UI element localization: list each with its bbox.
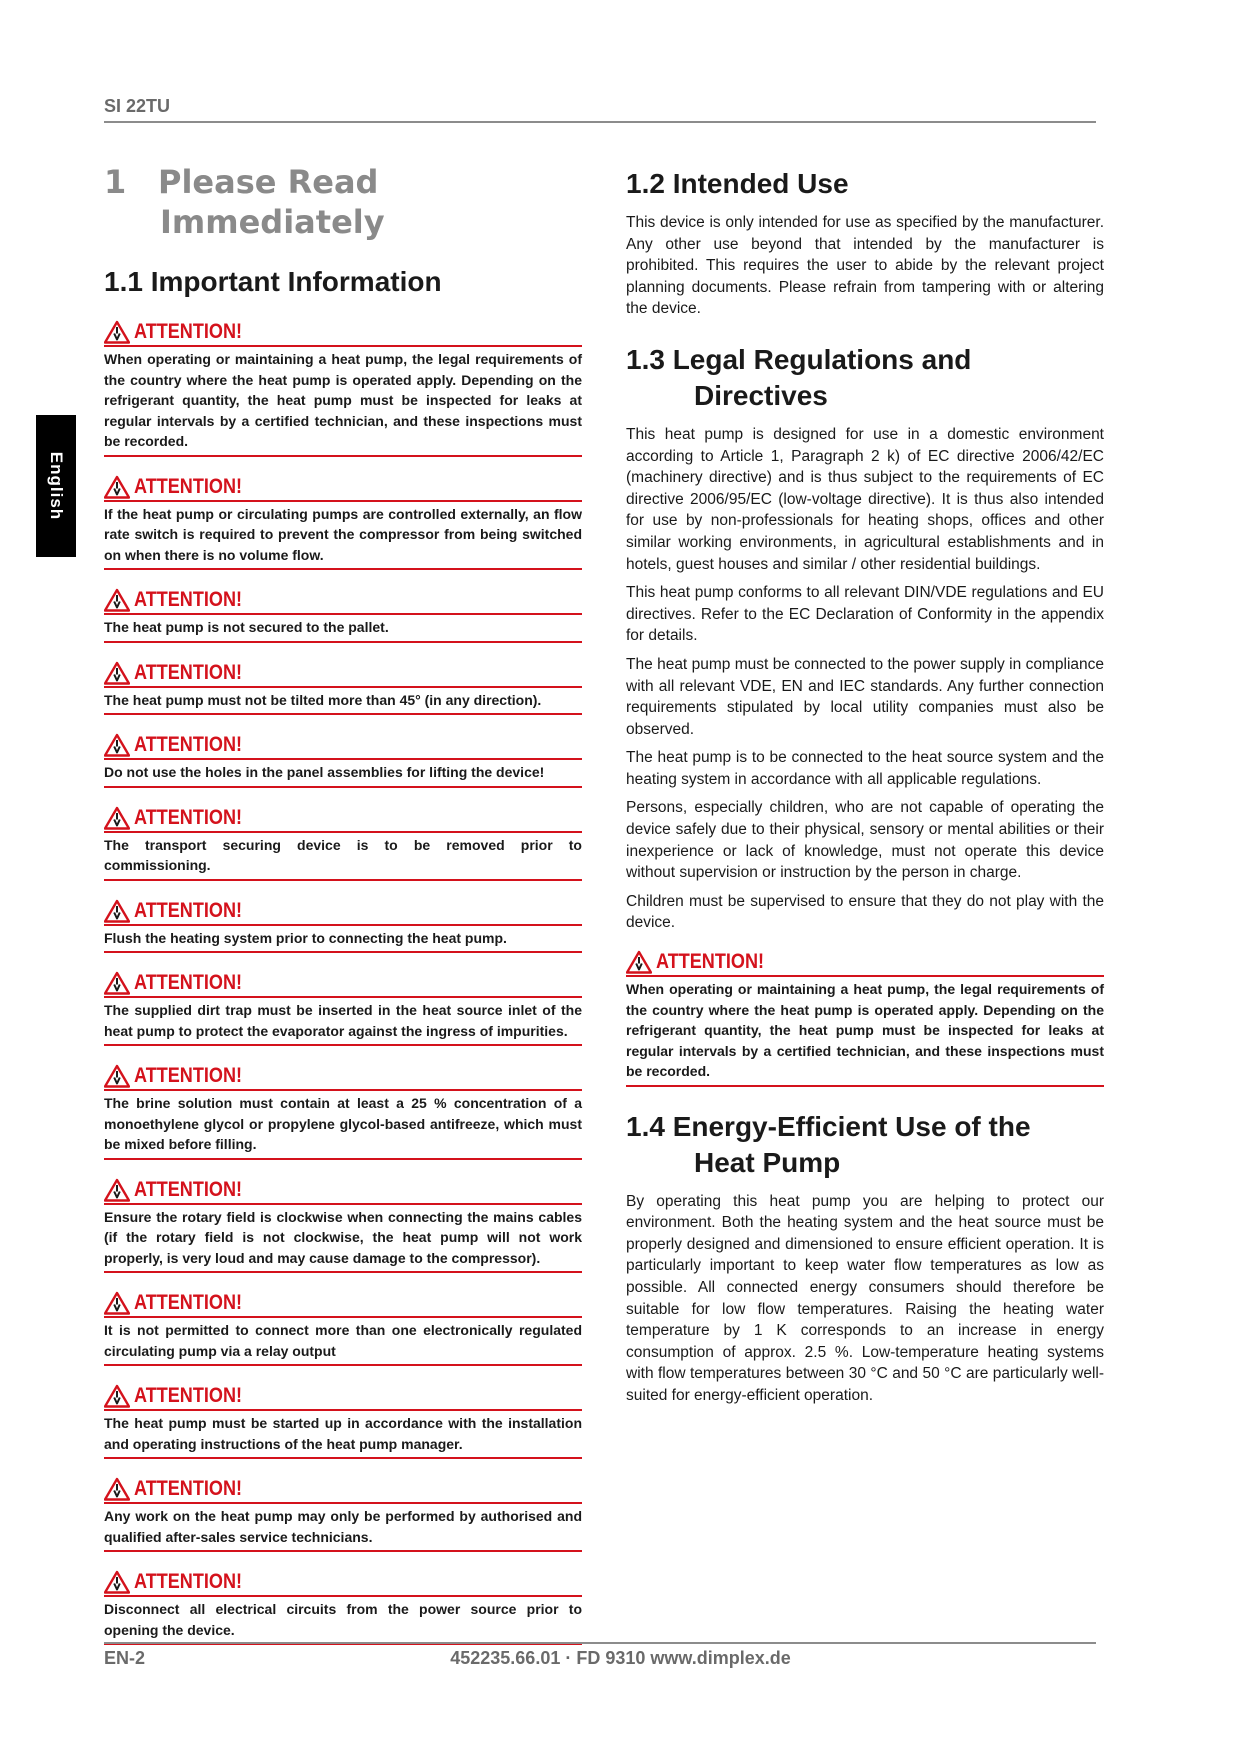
left-column xyxy=(104,162,582,1663)
attention-box xyxy=(104,733,582,788)
section-1-3-paragraph: This heat pump is designed for use in a domestic environment according to Article 1, Paragraph 2 k) of EC directive 2006/42/EC (machinery directive) and is thus subject to the requirements of EC directive 2006/95/EC (low-voltage directive). It is thus also intended for use by non-professionals for heating shops, offices and other similar working environments, in agricultural establishments and in hotels, guest houses and similar / other residential buildings. xyxy=(626,425,1104,573)
warning-triangle-icon xyxy=(104,971,130,995)
attention-text: Do not use the holes in the panel assemblies for lifting the device! xyxy=(104,760,582,788)
attention-header xyxy=(104,733,582,760)
warning-triangle-icon xyxy=(104,588,130,612)
attention-box xyxy=(104,320,582,457)
warning-triangle-icon xyxy=(104,661,130,685)
attention-box xyxy=(104,1064,582,1160)
warning-triangle-icon xyxy=(104,1064,130,1088)
attention-label: ATTENTION! xyxy=(134,588,243,611)
attention-text: Flush the heating system prior to connecting the heat pump. xyxy=(104,926,582,954)
attention-label: ATTENTION! xyxy=(134,1177,243,1201)
section-1-3-paragraph: This heat pump conforms to all relevant DIN/VDE regulations and EU directives. Refer to the EC Declaration of Conformity in the appendix for details. xyxy=(626,584,1104,645)
attention-header xyxy=(104,320,582,347)
warning-triangle-icon xyxy=(626,950,652,974)
attention-header xyxy=(104,661,582,688)
attention-header xyxy=(104,1064,582,1091)
attention-box xyxy=(104,1384,582,1459)
attention-text: Disconnect all electrical circuits from the power source prior to opening the device. xyxy=(104,1597,582,1645)
section-1-3-title xyxy=(626,342,1104,414)
attention-text: When operating or maintaining a heat pump, the legal requirements of the country where the heat pump is operated apply. Depending on the refrigerant quantity, the heat pump must be inspected for leaks at regular intervals by a certified technician, and these inspections must be recorded. xyxy=(626,977,1104,1087)
attention-header xyxy=(104,588,582,615)
attention-label: ATTENTION! xyxy=(656,950,765,974)
footer-document-info: 452235.66.01 · FD 9310 www.dimplex.de xyxy=(450,1648,791,1668)
attention-text: The transport securing device is to be removed prior to commissioning. xyxy=(104,833,582,881)
attention-label: ATTENTION! xyxy=(134,320,243,343)
attention-header xyxy=(104,899,582,926)
attention-box xyxy=(104,971,582,1046)
attention-text: Ensure the rotary field is clockwise when connecting the mains cables (if the rotary field is not clockwise, the heat pump will not work properly, is very loud and may cause damage to the compressor). xyxy=(104,1205,582,1274)
attention-box xyxy=(104,806,582,881)
warning-triangle-icon xyxy=(104,733,130,757)
attention-box xyxy=(104,1178,582,1274)
attention-label: ATTENTION! xyxy=(134,474,243,498)
attention-label: ATTENTION! xyxy=(134,805,243,829)
attention-label: ATTENTION! xyxy=(134,971,243,994)
attention-header xyxy=(104,971,582,998)
attention-box xyxy=(104,1570,582,1645)
section-1-3-title-line1: 1.3 Legal Regulations and xyxy=(626,343,972,375)
attention-header xyxy=(626,950,1104,977)
attention-label: ATTENTION! xyxy=(134,660,243,684)
warning-triangle-icon xyxy=(104,1570,130,1594)
warning-triangle-icon xyxy=(104,1291,130,1315)
section-1-4-body: By operating this heat pump you are helping to protect our environment. Both the heating system and the heat source must be properly designed and dimensioned to ensure efficient operation. It is particularly important to keep water flow temperatures as low as possible. All connected energy consumers should therefore be suitable for low flow temperatures. Raising the heating water temperature by 1 K corresponds to an increase in energy consumption of approx. 2.5 %. Low-temperature heating systems with flow temperatures between 30 °C and 50 °C are particularly well-suited for energy-efficient operation. xyxy=(626,1192,1104,1404)
warning-triangle-icon xyxy=(104,320,130,344)
warning-triangle-icon xyxy=(104,806,130,830)
warning-triangle-icon xyxy=(104,475,130,499)
attention-text: The heat pump is not secured to the pallet. xyxy=(104,615,582,643)
attention-label: ATTENTION! xyxy=(134,1477,243,1500)
attention-label: ATTENTION! xyxy=(134,1064,243,1087)
footer-rule xyxy=(104,1642,1096,1644)
section-1-2-body: This device is only intended for use as specified by the manufacturer. Any other use beyond that intended by the manufacturer is prohibited. This requires the user to abide by the relevant project planning documents. Please refrain from tampering with or altering the device. xyxy=(626,214,1104,318)
header-rule xyxy=(104,121,1096,123)
chapter-title xyxy=(104,162,582,242)
attention-label: ATTENTION! xyxy=(134,1384,243,1407)
header-title: SI 22TU xyxy=(104,96,171,116)
footer-page-number: EN-2 xyxy=(104,1648,146,1668)
attention-box xyxy=(104,588,582,643)
warning-triangle-icon xyxy=(104,899,130,923)
attention-box xyxy=(104,475,582,571)
language-tab xyxy=(36,415,76,557)
chapter-number: 1 xyxy=(104,163,127,201)
attention-text: When operating or maintaining a heat pump, the legal requirements of the country where the heat pump is operated apply. Depending on the refrigerant quantity, the heat pump must be inspected for leaks at regular intervals by a certified technician, and these inspections must be recorded. xyxy=(104,347,582,457)
section-1-2-title: 1.2 Intended Use xyxy=(626,168,849,199)
section-1-3-paragraph: Persons, especially children, who are not capable of operating the device safely due to their physical, sensory or mental abilities or their inexperience or lack of knowledge, must not operate this device without supervision or instruction by the person in charge. xyxy=(626,799,1104,882)
attention-header xyxy=(104,1570,582,1597)
attention-header xyxy=(104,1384,582,1411)
warning-triangle-icon xyxy=(104,1477,130,1501)
section-1-3-title-line2: Directives xyxy=(694,379,828,411)
attention-box xyxy=(104,661,582,716)
attention-box xyxy=(626,950,1104,1087)
attention-label: ATTENTION! xyxy=(134,1291,243,1314)
attention-text: The heat pump must be started up in accordance with the installation and operating instructions of the heat pump manager. xyxy=(104,1411,582,1459)
attention-text: The brine solution must contain at least a 25 % concentration of a monoethylene glycol or propylene glycol-based antifreeze, which must be mixed before filling. xyxy=(104,1091,582,1160)
language-tab-label: English xyxy=(47,451,66,521)
warning-triangle-icon xyxy=(104,1384,130,1408)
attention-label: ATTENTION! xyxy=(134,733,243,756)
attention-text: It is not permitted to connect more than one electronically regulated circulating pump via a relay output xyxy=(104,1318,582,1366)
section-1-4-title xyxy=(626,1109,1104,1181)
attention-header xyxy=(104,475,582,502)
warning-triangle-icon xyxy=(104,1178,130,1202)
attention-box xyxy=(104,1477,582,1552)
attention-label: ATTENTION! xyxy=(134,1570,243,1593)
attention-box xyxy=(104,1291,582,1366)
attention-text: Any work on the heat pump may only be performed by authorised and qualified after-sales service technicians. xyxy=(104,1504,582,1552)
attention-text: The heat pump must not be tilted more than 45° (in any direction). xyxy=(104,688,582,716)
attention-header xyxy=(104,1477,582,1504)
attention-text: If the heat pump or circulating pumps are controlled externally, an flow rate switch is required to prevent the compressor from being switched on when there is no volume flow. xyxy=(104,502,582,571)
right-column xyxy=(626,166,1104,1413)
attention-header xyxy=(104,806,582,833)
section-1-3-paragraph: The heat pump must be connected to the power supply in compliance with all relevant VDE, EN and IEC standards. Any further connection requirements stipulated by local utility companies must also be observed. xyxy=(626,655,1104,738)
chapter-title-line1: Please Read xyxy=(158,163,379,201)
section-1-1-title: 1.1 Important Information xyxy=(104,266,442,297)
section-1-4-title-line2: Heat Pump xyxy=(694,1146,841,1178)
attention-text: The supplied dirt trap must be inserted in the heat source inlet of the heat pump to protect the evaporator against the ingress of impurities. xyxy=(104,998,582,1046)
section-1-3-paragraph: Children must be supervised to ensure that they do not play with the device. xyxy=(626,892,1104,932)
section-1-3-paragraph: The heat pump is to be connected to the heat source system and the heating system in accordance with all applicable regulations. xyxy=(626,749,1104,788)
attention-box xyxy=(104,899,582,954)
section-1-4-title-line1: 1.4 Energy-Efficient Use of the xyxy=(626,1110,1031,1142)
attention-header xyxy=(104,1291,582,1318)
chapter-title-line2: Immediately xyxy=(160,203,385,241)
attention-label: ATTENTION! xyxy=(134,898,243,922)
attention-header xyxy=(104,1178,582,1205)
